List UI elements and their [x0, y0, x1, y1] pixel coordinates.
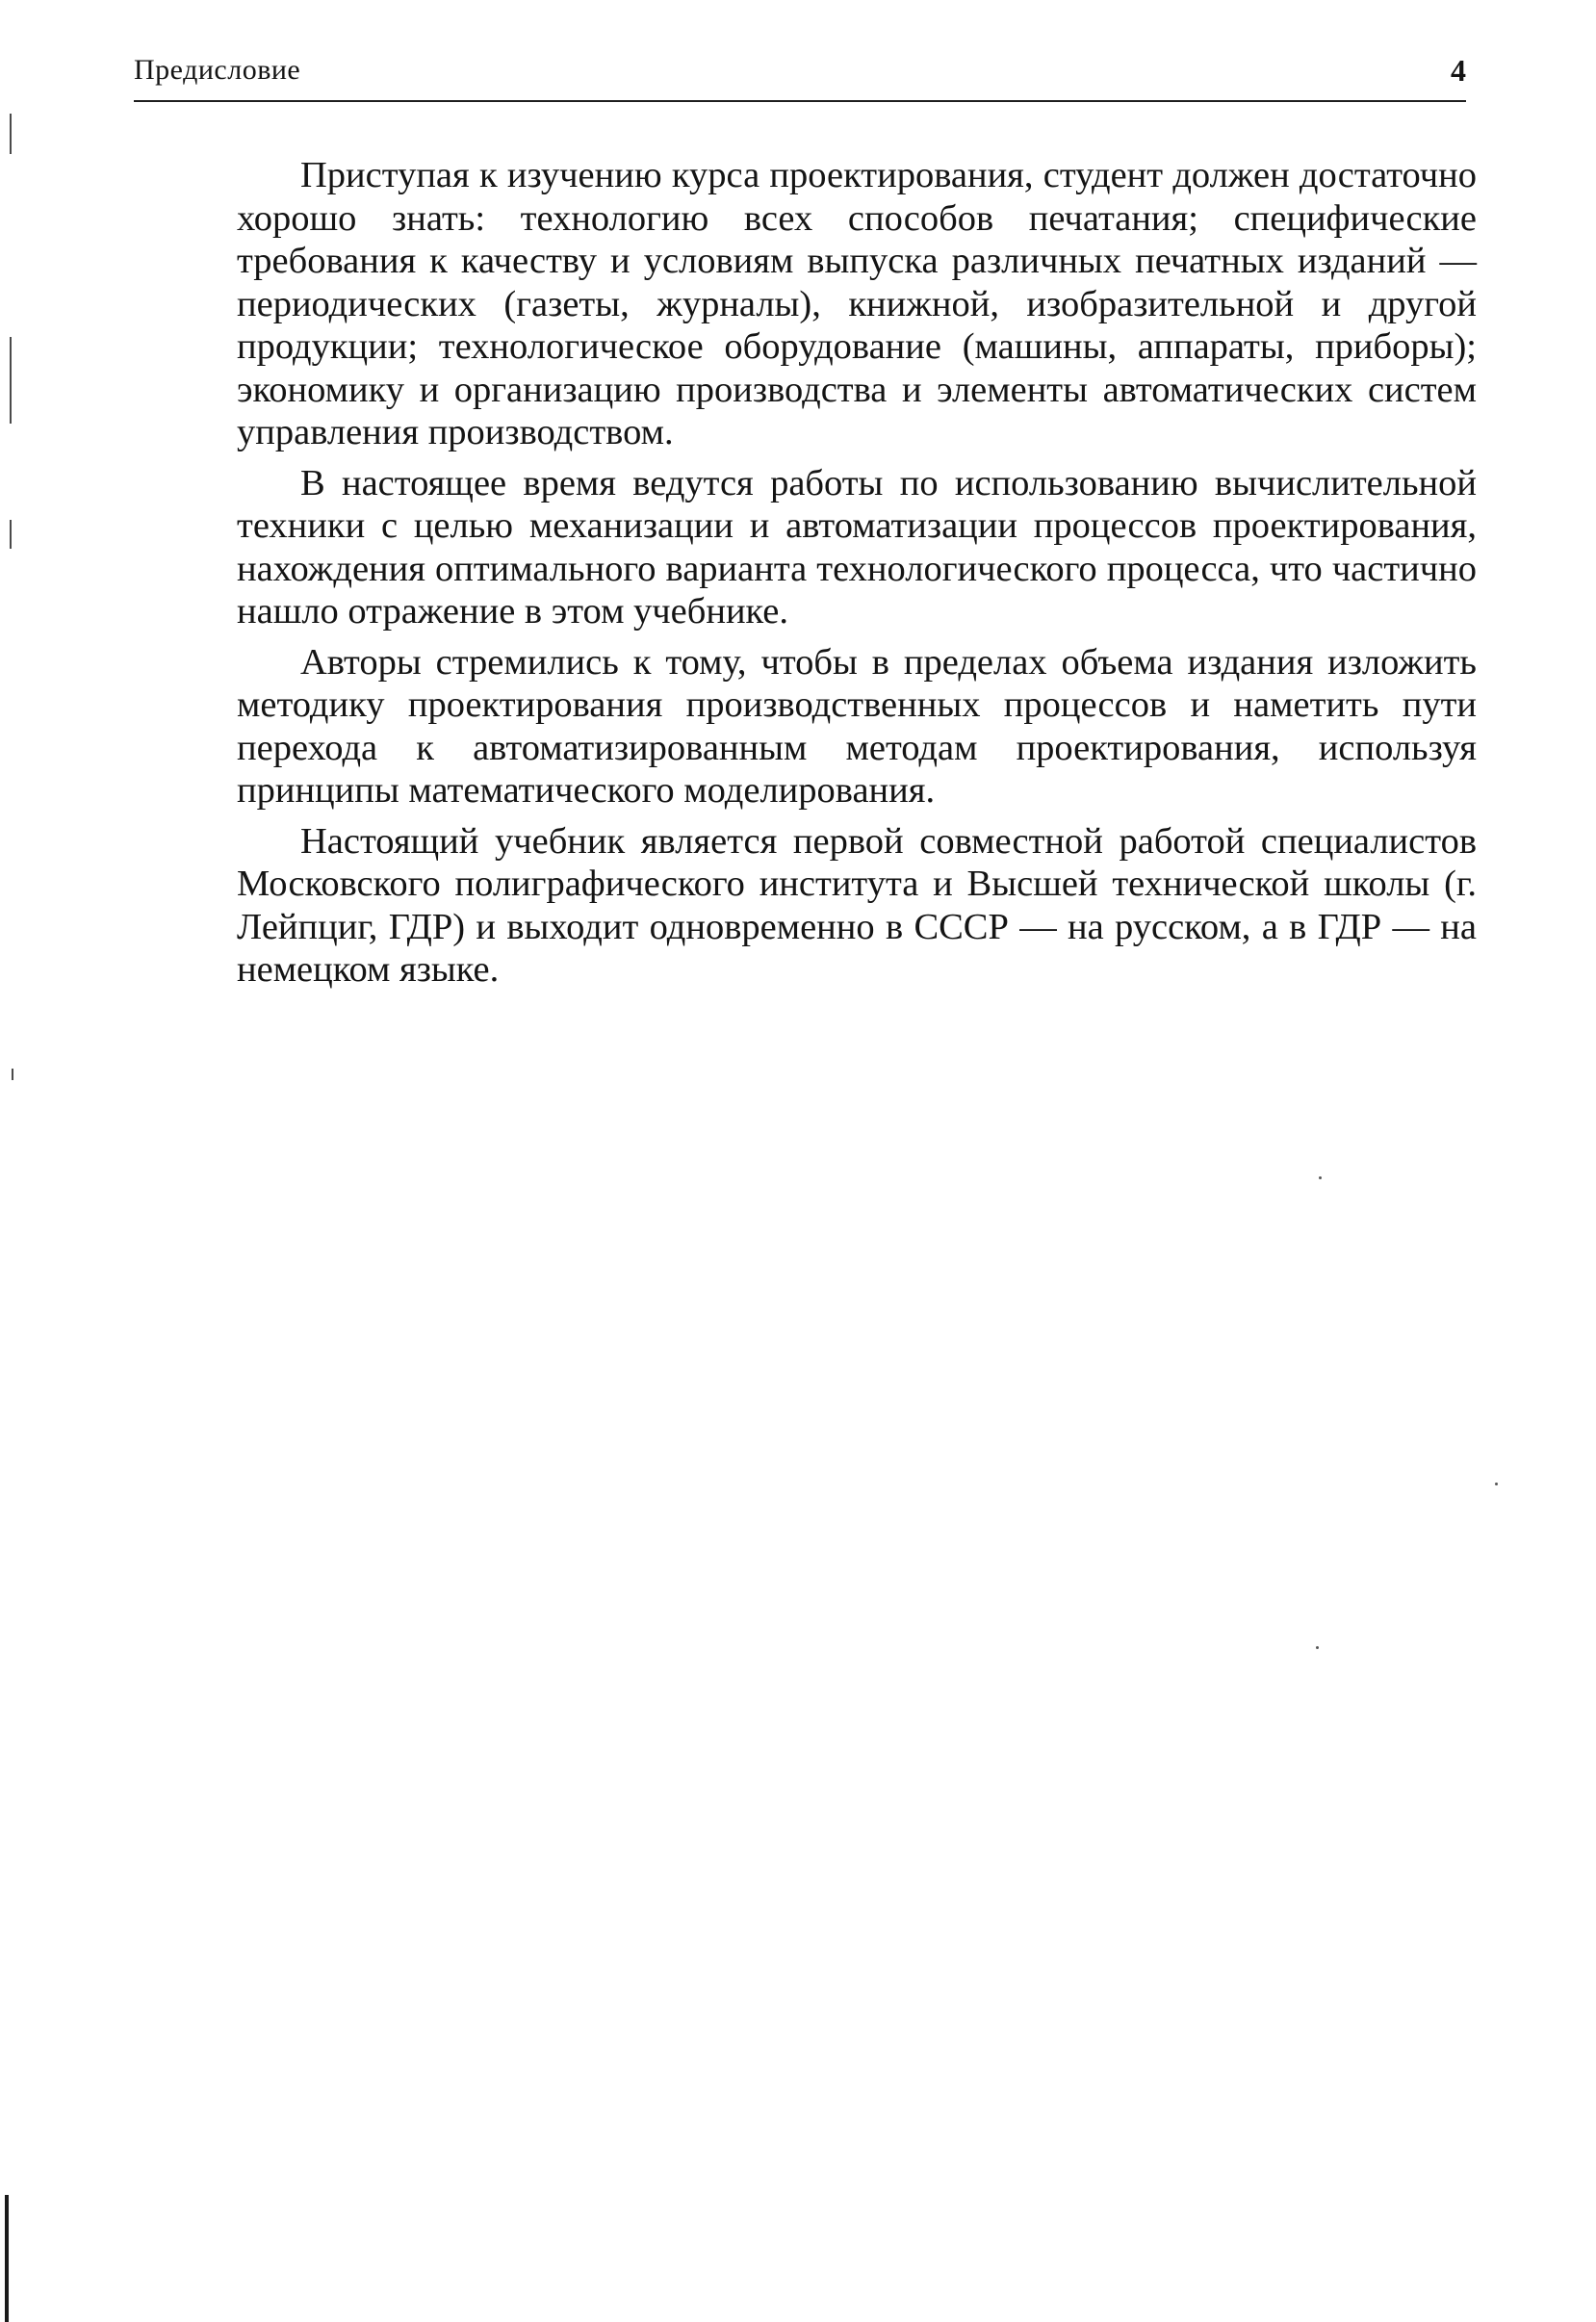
page-number: 4 — [1451, 53, 1466, 88]
header-rule — [134, 100, 1466, 102]
scan-speck — [1319, 1176, 1322, 1179]
paragraph-2: В настоящее время ведутся работы по использованию вычислительной техники с целью механизации и автоматизации процессов проектирования, нахождения оптимального варианта технологического процесса, что частично нашло отражение в этом учебнике. — [237, 462, 1477, 632]
running-header — [134, 48, 1466, 92]
paragraph-3: Авторы стремились к тому, чтобы в пределах объема издания изложить методику проектирования производственных процессов и наметить пути перехода к автоматизированным методам проектирования, используя принципы математического моделирования. — [237, 641, 1477, 811]
scan-binding-edge — [5, 2195, 9, 2322]
body-text — [237, 154, 1477, 999]
scan-edge-mark — [10, 520, 12, 549]
scan-edge-mark — [10, 114, 12, 154]
paragraph-1: Приступая к изучению курса проектирования, студент должен достаточно хорошо знать: технологию всех способов печатания; специфические требования к качеству и условиям выпуска различных печатных изданий — периодических (газеты, журналы), книжной, изобразительной и другой продукции; технологическое оборудование (машины, аппараты, приборы); экономику и организацию производства и элементы автоматических систем управления производством. — [237, 155, 1477, 452]
scan-speck — [1495, 1483, 1498, 1485]
scan-edge-mark — [12, 1069, 13, 1080]
paragraph-4: Настоящий учебник является первой совместной работой специалистов Московского полиграфического института и Высшей технической школы (г. Лейпциг, ГДР) и выходит одновременно в СССР — на русском, а в ГДР — на немецком языке. — [237, 820, 1477, 990]
scan-speck — [1316, 1646, 1319, 1649]
scan-edge-mark — [10, 337, 12, 424]
running-title: Предисловие — [134, 54, 301, 86]
